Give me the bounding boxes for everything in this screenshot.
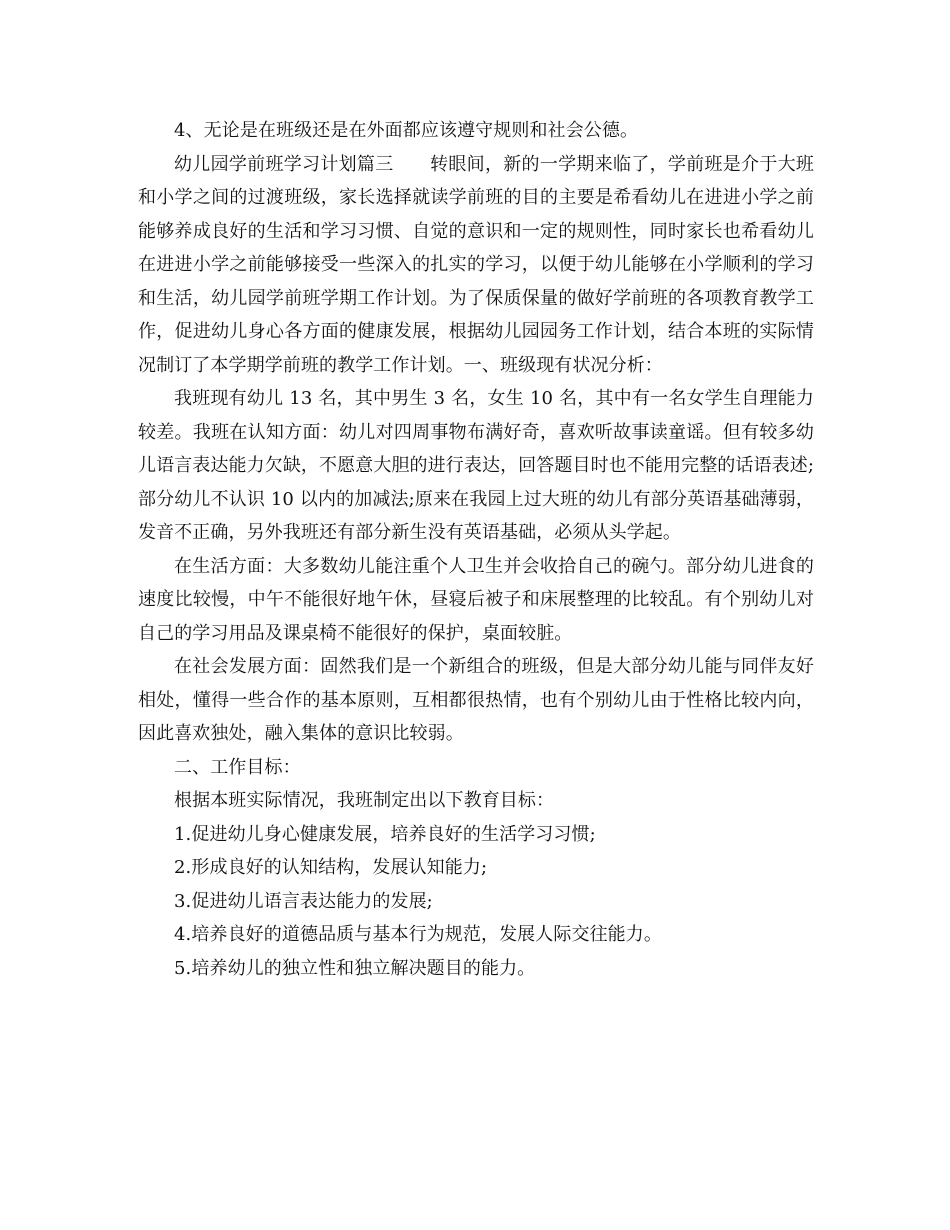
paragraph-rule-4: 4、无论是在班级还是在外面都应该遵守规则和社会公德。 <box>174 120 639 141</box>
section-heading-work-goals: 二、工作目标： <box>174 756 301 778</box>
paragraph-goals-intro: 根据本班实际情况，我班制定出以下教育目标： <box>174 790 555 811</box>
goal-item-3: 3.促进幼儿语言表达能力的发展; <box>174 890 433 912</box>
paragraph-life-aspect: 在生活方面：大多数幼儿能注重个人卫生并会收拾自己的碗勺。部分幼儿进食的速度比较慢，中午不能很好地午休，昼寝后被子和床展整理的比较乱。有个别幼儿对自己的学习用品及课桌椅不能很好的保护，桌面较脏。 <box>138 555 814 644</box>
goal-item-5: 5.培养幼儿的独立性和独立解决题目的能力。 <box>174 957 536 979</box>
goal-item-1: 1.促进幼儿身心健康发展，培养良好的生活学习习惯; <box>174 823 596 845</box>
paragraph-class-status: 我班现有幼儿 13 名，其中男生 3 名，女生 10 名，其中有一名女学生自理能力较差。我班在认知方面：幼儿对四周事物布满好奇，喜欢听故事读童谣。但有较多幼儿语言表达能力欠缺，不愿意大胆的进行表达，回答题目时也不能用完整的话语表述;部分幼儿不认识 10 以内的加减法;原来在我园上过大班的幼儿有部分英语基础薄弱，发音不正确，另外我班还有部分新生没有英语基础，必须从头学起。 <box>138 388 814 543</box>
paragraph-social-development: 在社会发展方面：固然我们是一个新组合的班级，但是大部分幼儿能与同伴友好相处，懂得一些合作的基本原则，互相都很热情，也有个别幼儿由于性格比较内向，因此喜欢独处，融入集体的意识比较弱。 <box>138 656 814 744</box>
goal-item-4: 4.培养良好的道德品质与基本行为规范，发展人际交往能力。 <box>174 924 662 945</box>
paragraph-plan-intro: 幼儿园学前班学习计划篇三 转眼间，新的一学期来临了，学前班是介于大班和小学之间的过渡班级，家长选择就读学前班的目的主要是希看幼儿在进进小学之前能够养成良好的生活和学习习惯、自觉的意识和一定的规则性，同时家长也希看幼儿在进进小学之前能够接受一些深入的扎实的学习，以便于幼儿能够在小学顺利的学习和生活，幼儿园学前班学期工作计划。为了保质保量的做好学前班的各项教育教学工作，促进幼儿身心各方面的健康发展，根据幼儿园园务工作计划，结合本班的实际情况制订了本学期学前班的教学工作计划。一、班级现有状况分析： <box>138 153 814 376</box>
goal-item-2: 2.形成良好的认知结构，发展认知能力; <box>174 857 488 878</box>
document-body <box>138 114 814 985</box>
